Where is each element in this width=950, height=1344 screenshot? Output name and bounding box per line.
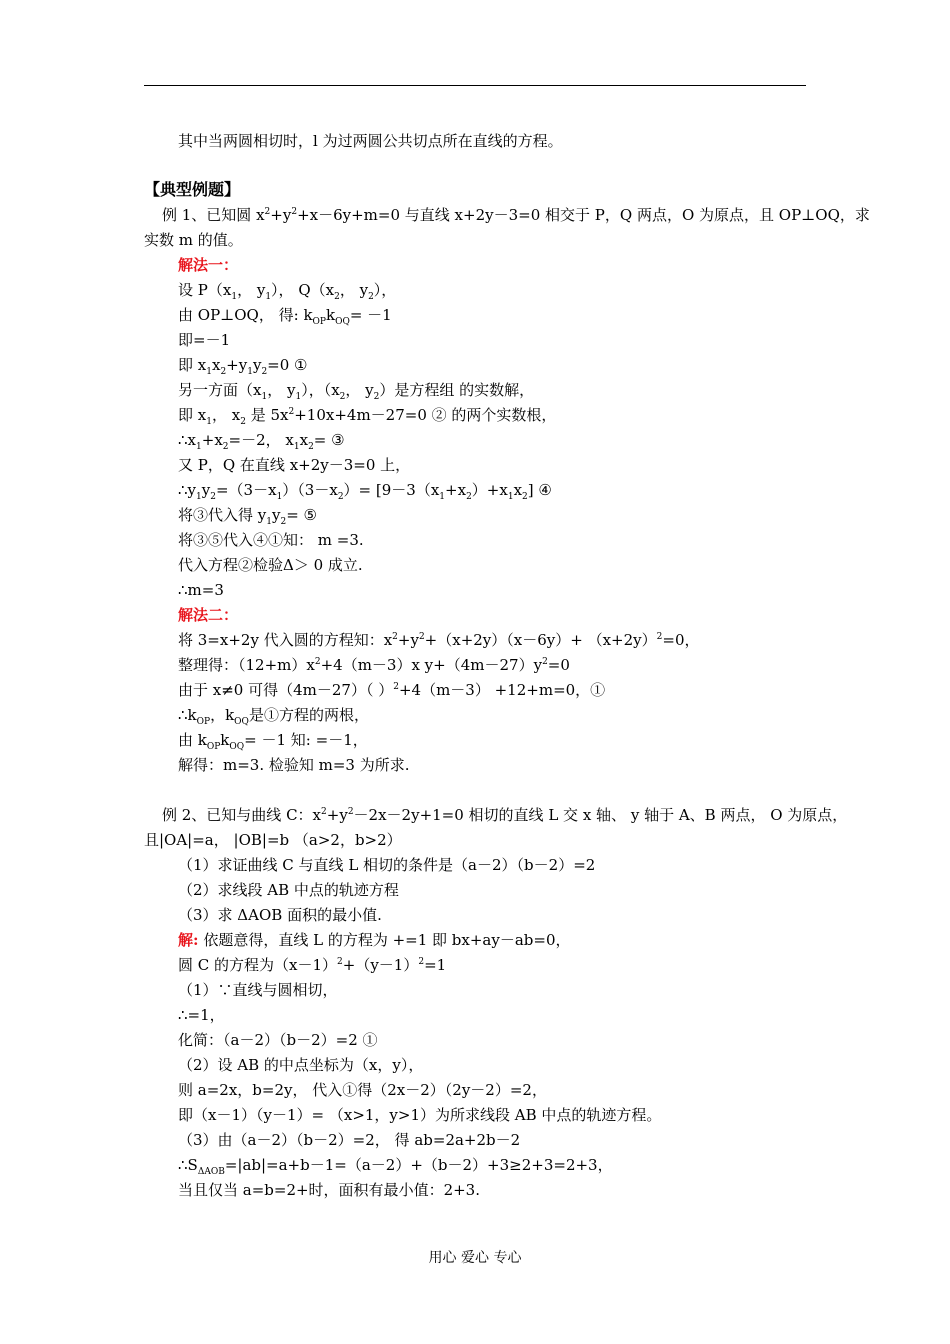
ex2-line: 化简：（a－2）（b－2）=2 ①	[178, 1031, 378, 1049]
sol1-line: 将③代入得 $y_1y_2=$ ⑤	[178, 506, 317, 527]
example1-statement: 例 1、已知圆 $x^2+y^2+x-6y+m=0$ 与直线 x+2y－3=0 相交于 P，Q 两点，O 为原点，且 OP⊥OQ，求	[162, 206, 870, 224]
solution1-label: 解法一：	[178, 256, 239, 274]
sol2-line: 整理得：$(12+m)x^2+4(m-3)x$ $y+(4m-27)y^2=0$	[178, 656, 570, 674]
sol1-line: 由 OP⊥OQ， 得: $k_{OP}k_{OQ}= -1$	[178, 306, 392, 327]
section-title: 【典型例题】	[144, 180, 241, 199]
ex2-line: （1）∵直线与圆相切，	[178, 981, 338, 999]
ex2-line: $\therefore S_{\Delta AOB}=|ab|=a+b-1=(a-2)+(b-2)+3\ge 2+3=2+3$，	[178, 1156, 613, 1177]
page-footer: 用心 爱心 专心	[428, 1250, 522, 1266]
sol2-line: 将 3=x+2y 代入圆的方程知：$x^2+y^2+(x+2y)(x-6y)+ (x+2y)^2=0$，	[178, 631, 700, 649]
sol2-line: $\therefore k_{OP}$，$k_{OQ}$是①方程的两根，	[178, 706, 369, 727]
question-3: （3）求 ΔAOB 面积的最小值.	[178, 906, 382, 924]
sol1-line: 代入方程②检验Δ＞ 0 成立.	[178, 556, 363, 574]
ex2-solution-intro: 解: 依题意得，直线 L 的方程为 +=1 即 bx+ay－ab=0，	[178, 931, 571, 949]
sol1-line: $\therefore y_1y_2=(3-x_1)(3-x_2)= [9-3(x_1+x_2)+x_1x_2]$ ④	[178, 481, 552, 502]
sol1-line: 即 $x_1x_2+y_1y_2=0$ ①	[178, 356, 308, 377]
solution2-label: 解法二：	[178, 606, 239, 624]
solution-label: 解:	[178, 931, 199, 949]
ex2-line: （2）设 AB 的中点坐标为（x，y），	[178, 1056, 424, 1074]
sol1-line: 即=－1	[178, 331, 231, 349]
sol2-line: 由于 x≠0 可得（4m－27）（ ）$^2$+4（m－3） +12+m=0，①	[178, 681, 606, 699]
sol2-line: 解得：m=3. 检验知 m=3 为所求.	[178, 756, 410, 774]
example2-statement-cont: 且|OA|=a， |OB|=b （a>2，b>2）	[144, 831, 402, 849]
sol1-line: 又 P，Q 在直线 x+2y－3=0 上，	[178, 456, 411, 474]
sol1-line: 设 $P(x_1$， $y_1$）， $Q(x_2$， $y_2$），	[178, 281, 397, 302]
ex2-line: ∴=1，	[178, 1006, 225, 1024]
sol1-line: ∴m=3	[178, 581, 224, 599]
ex2-line: 圆 C 的方程为$(x-1)^2+(y-1)^2=1$	[178, 956, 447, 974]
intro-text: 其中当两圆相切时，l 为过两圆公共切点所在直线的方程。	[178, 132, 563, 150]
question-1: （1）求证曲线 C 与直线 L 相切的条件是（a－2）（b－2）=2	[178, 856, 596, 874]
question-2: （2）求线段 AB 中点的轨迹方程	[178, 881, 399, 899]
sol1-line: $\therefore x_1+x_2=-2$， $x_1x_2=$ ③	[178, 431, 345, 452]
ex2-line: 即（x－1）（y－1）= （x>1，y>1）为所求线段 AB 中点的轨迹方程。	[178, 1106, 662, 1124]
sol2-line: 由 $k_{OP}k_{OQ}= -1$ 知: =－1，	[178, 731, 368, 752]
sol1-line: 将③⑤代入④①知： m =3.	[178, 531, 364, 549]
ex2-line: 当且仅当 a=b=2+时，面积有最小值：2+3.	[178, 1181, 480, 1199]
sol1-line: 另一方面（$x_1$， $y_1$），（$x_2$， $y_2$）是方程组 的实数解，	[178, 381, 535, 402]
sol1-line: 即 $x_1$， $x_2$ 是 $5x^2+10x+4m-27=0$ ② 的两个实数根，	[178, 406, 557, 427]
ex2-line: 则 a=2x，b=2y， 代入①得（2x－2）（2y－2）=2，	[178, 1081, 547, 1099]
example2-statement: 例 2、已知与曲线 C：$x^2+y^2-2x-2y+1=0$ 相切的直线 L 交 x 轴、 y 轴于 A、B 两点， O 为原点，	[162, 806, 848, 824]
header-rule	[144, 85, 806, 86]
ex2-line: （3）由（a－2）（b－2）=2， 得 ab=2a+2b－2	[178, 1131, 521, 1149]
example1-statement-cont: 实数 m 的值。	[144, 231, 243, 249]
